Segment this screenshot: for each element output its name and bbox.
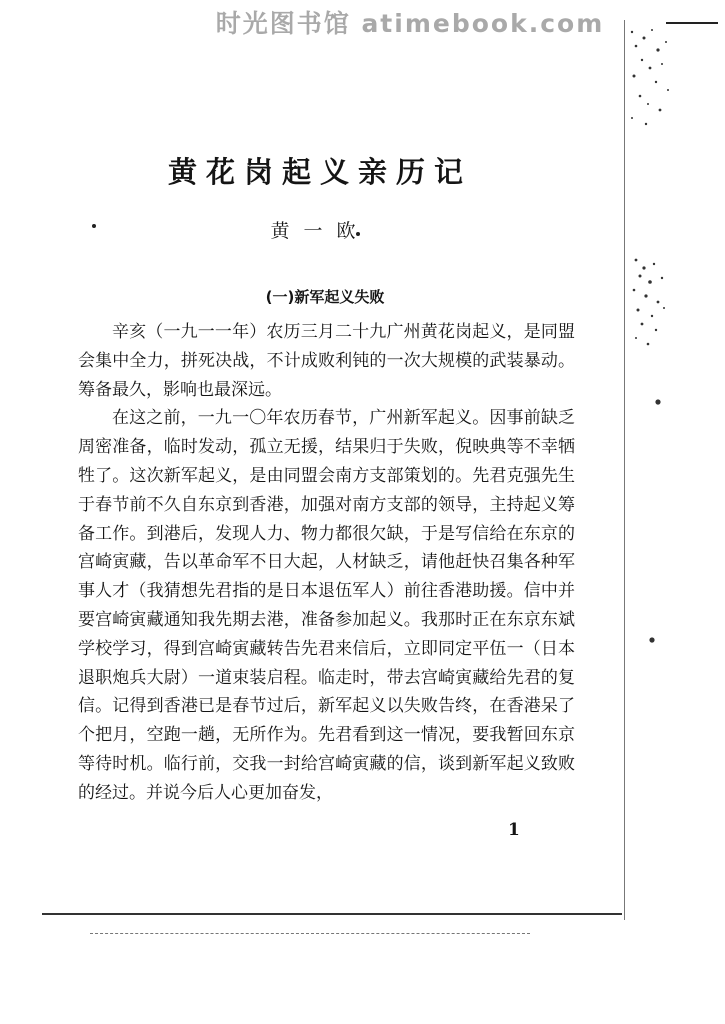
watermark: 时光图书馆 atimebook.com bbox=[215, 9, 605, 38]
author-name: 黄一欧 bbox=[270, 220, 370, 242]
bottom-dashed-rule bbox=[90, 933, 530, 935]
body-text bbox=[78, 318, 575, 808]
paragraph: 在这之前，一九一〇年农历春节，广州新军起义。因事前缺乏周密准备，临时发动，孤立无援，结果归于失败，倪映典等不幸牺牲了。这次新军起义，是由同盟会南方支部策划的。先君克强先生于春节前不久自东京到香港，加强对南方支部的领导，主持起义筹备工作。到港后，发现人力、物力都很欠缺，于是写信给在东京的宫崎寅藏，告以革命军不日大起，人材缺乏，请他赶快召集各种军事人才（我猜想先君指的是日本退伍军人）前往香港助援。信中并要宫崎寅藏通知我先期去港，准备参加起义。我那时正在东京东斌学校学习，得到宫崎寅藏转告先君来信后，立即同定平伍一（日本退职炮兵大尉）一道束装启程。临走时，带去宫崎寅藏给先君的复信。记得到香港已是春节过后，新军起义以失败告终，在香港呆了个把月，空跑一趟，无所作为。先君看到这一情况，要我暂回东京等待时机。临行前，交我一封给宫崎寅藏的信，谈到新军起义致败的经过。并说今后人心更加奋发， bbox=[78, 408, 575, 803]
page-number: 1 bbox=[508, 820, 520, 840]
paragraph: 辛亥（一九一一年）农历三月二十九广州黄花岗起义，是同盟会集中全力，拼死决战，不计成败利钝的一次大规模的武装暴动。筹备最久，影响也最深远。 bbox=[78, 322, 575, 400]
scan-edge-noise bbox=[622, 20, 694, 920]
ink-speck bbox=[92, 224, 96, 228]
bottom-rule bbox=[42, 913, 622, 915]
section-heading: (一)新军起义失败 bbox=[265, 288, 385, 306]
article-title: 黄花岗起义亲历记 bbox=[167, 155, 472, 189]
